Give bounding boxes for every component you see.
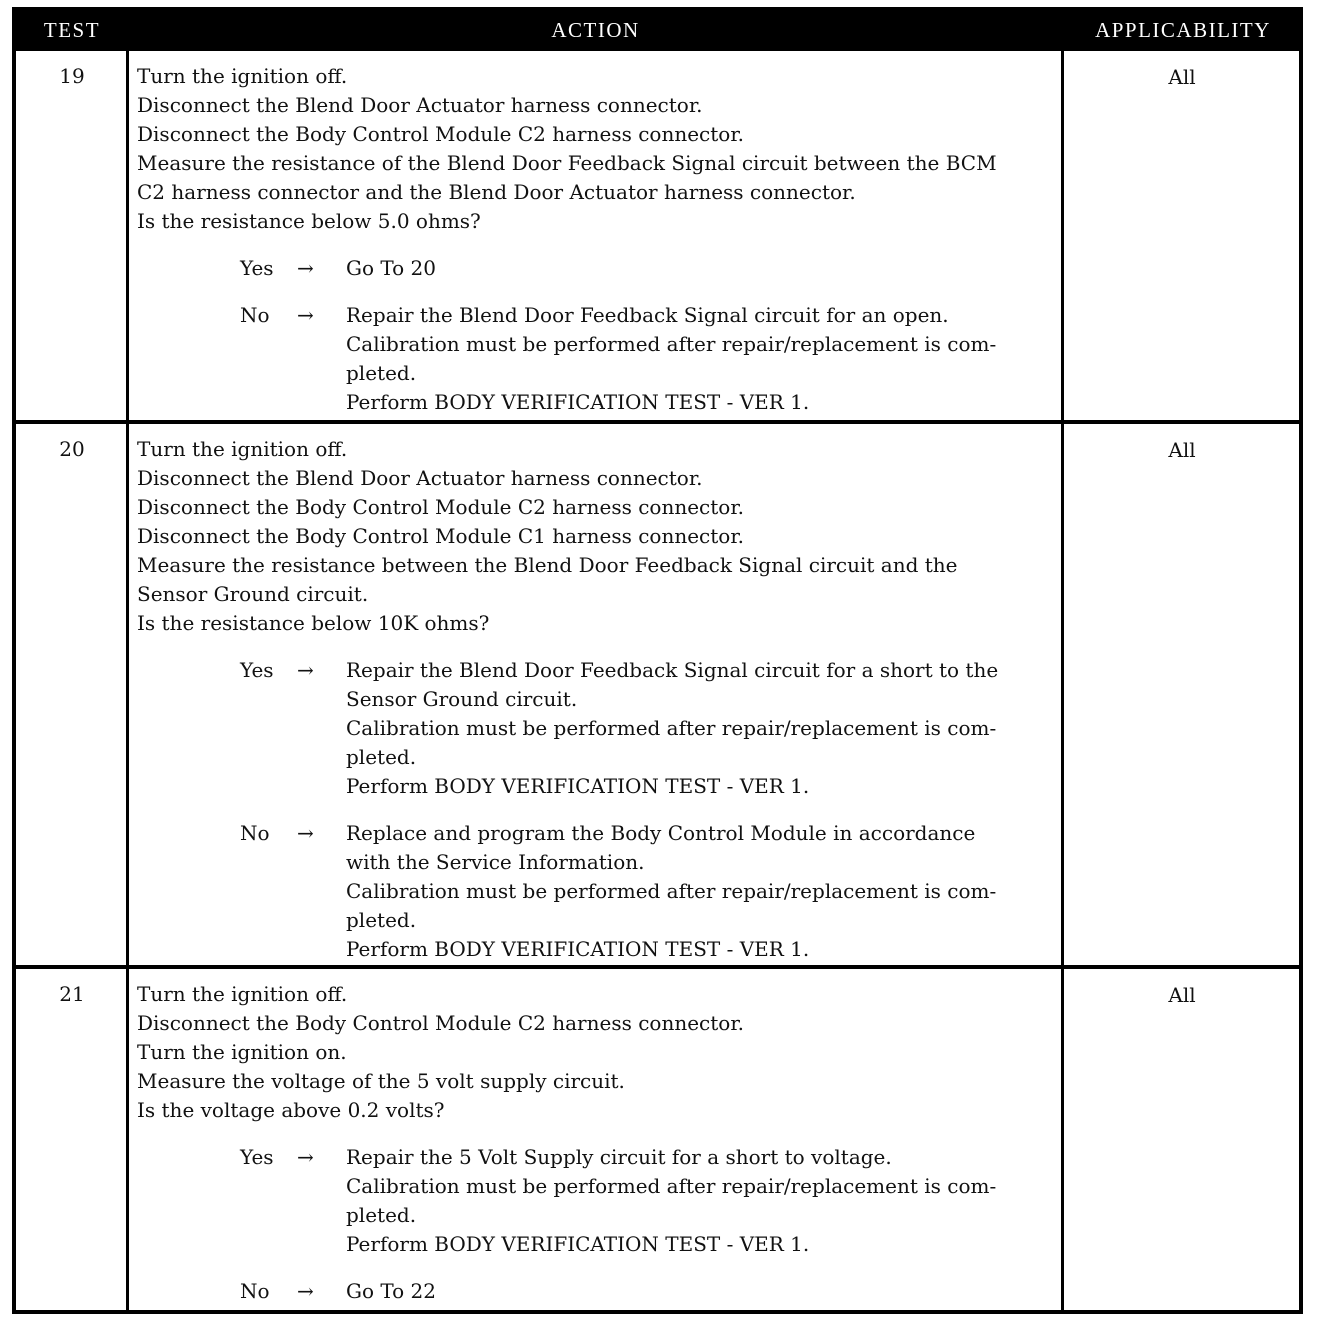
result-line: Perform BODY VERIFICATION TEST - VER 1. <box>346 390 810 414</box>
action-step: Turn the ignition on. <box>137 1040 347 1064</box>
result-line: pleted. <box>346 1203 417 1227</box>
applicability-value: All <box>1168 438 1196 462</box>
result-line: Go To 22 <box>346 1279 437 1303</box>
action-step: Turn the ignition off. <box>137 64 348 88</box>
action-step: Measure the resistance between the Blend Door Feedback Signal circuit and the <box>137 553 958 577</box>
action-step: Disconnect the Body Control Module C1 harness connector. <box>137 524 745 548</box>
action-step: C2 harness connector and the Blend Door Actuator harness connector. <box>137 180 856 204</box>
action-cell <box>137 980 1058 1306</box>
yes-result <box>346 656 1058 801</box>
test-number: 19 <box>59 64 85 88</box>
no-label: No <box>240 1279 270 1303</box>
table-header <box>16 11 1299 51</box>
result-line: Repair the Blend Door Feedback Signal circuit for an open. <box>346 303 949 327</box>
diagnostic-test-table <box>12 7 1303 1314</box>
action-cell <box>137 435 1058 964</box>
action-step: Is the resistance below 10K ohms? <box>137 611 490 635</box>
yes-label: Yes <box>240 256 274 280</box>
action-step: Disconnect the Body Control Module C2 harness connector. <box>137 122 745 146</box>
result-line: Calibration must be performed after repair/replacement is com- <box>346 879 997 903</box>
right-arrow-icon: → <box>297 1145 314 1169</box>
action-step: Disconnect the Blend Door Actuator harness connector. <box>137 466 703 490</box>
no-result <box>346 301 1058 417</box>
result-line: Perform BODY VERIFICATION TEST - VER 1. <box>346 937 810 961</box>
result-line: Replace and program the Body Control Module in accordance <box>346 821 976 845</box>
no-branch <box>240 301 1058 417</box>
result-line: Calibration must be performed after repair/replacement is com- <box>346 1174 997 1198</box>
action-step: Sensor Ground circuit. <box>137 582 369 606</box>
action-step: Turn the ignition off. <box>137 437 348 461</box>
result-line: pleted. <box>346 745 417 769</box>
yes-branch <box>240 1143 1058 1259</box>
yes-branch <box>240 254 1058 283</box>
result-line: Sensor Ground circuit. <box>346 687 578 711</box>
header-action: ACTION <box>551 18 640 42</box>
no-label: No <box>240 821 270 845</box>
header-test: TEST <box>43 18 101 42</box>
action-step: Is the resistance below 5.0 ohms? <box>137 209 481 233</box>
action-step: Turn the ignition off. <box>137 982 348 1006</box>
result-line: with the Service Information. <box>346 850 645 874</box>
action-step: Is the voltage above 0.2 volts? <box>137 1098 445 1122</box>
table-row <box>16 969 1299 1310</box>
action-cell <box>137 62 1058 417</box>
applicability-value: All <box>1168 983 1196 1007</box>
applicability-value: All <box>1168 65 1196 89</box>
no-branch <box>240 1277 1058 1306</box>
result-line: Repair the 5 Volt Supply circuit for a short to voltage. <box>346 1145 892 1169</box>
result-line: Go To 20 <box>346 256 437 280</box>
result-line: Perform BODY VERIFICATION TEST - VER 1. <box>346 1232 810 1256</box>
action-step: Measure the resistance of the Blend Door Feedback Signal circuit between the BCM <box>137 151 997 175</box>
result-line: Calibration must be performed after repair/replacement is com- <box>346 332 997 356</box>
yes-label: Yes <box>240 1145 274 1169</box>
action-step: Disconnect the Blend Door Actuator harness connector. <box>137 93 703 117</box>
table-row <box>16 51 1299 420</box>
right-arrow-icon: → <box>297 303 314 327</box>
result-line: Perform BODY VERIFICATION TEST - VER 1. <box>346 774 810 798</box>
table-row <box>16 424 1299 965</box>
no-result <box>346 1277 1058 1306</box>
action-step: Disconnect the Body Control Module C2 harness connector. <box>137 1011 745 1035</box>
yes-result <box>346 254 1058 283</box>
yes-result <box>346 1143 1058 1259</box>
right-arrow-icon: → <box>297 256 314 280</box>
result-line: pleted. <box>346 361 417 385</box>
no-result <box>346 819 1058 964</box>
action-step: Disconnect the Body Control Module C2 harness connector. <box>137 495 745 519</box>
header-applicability: APPLICABILITY <box>1095 18 1271 42</box>
no-label: No <box>240 303 270 327</box>
result-line: pleted. <box>346 908 417 932</box>
action-step: Measure the voltage of the 5 volt supply circuit. <box>137 1069 625 1093</box>
right-arrow-icon: → <box>297 821 314 845</box>
yes-branch <box>240 656 1058 801</box>
test-number: 21 <box>59 982 85 1006</box>
no-branch <box>240 819 1058 964</box>
right-arrow-icon: → <box>297 658 314 682</box>
right-arrow-icon: → <box>297 1279 314 1303</box>
result-line: Repair the Blend Door Feedback Signal circuit for a short to the <box>346 658 999 682</box>
yes-label: Yes <box>240 658 274 682</box>
result-line: Calibration must be performed after repair/replacement is com- <box>346 716 997 740</box>
test-number: 20 <box>59 437 85 461</box>
